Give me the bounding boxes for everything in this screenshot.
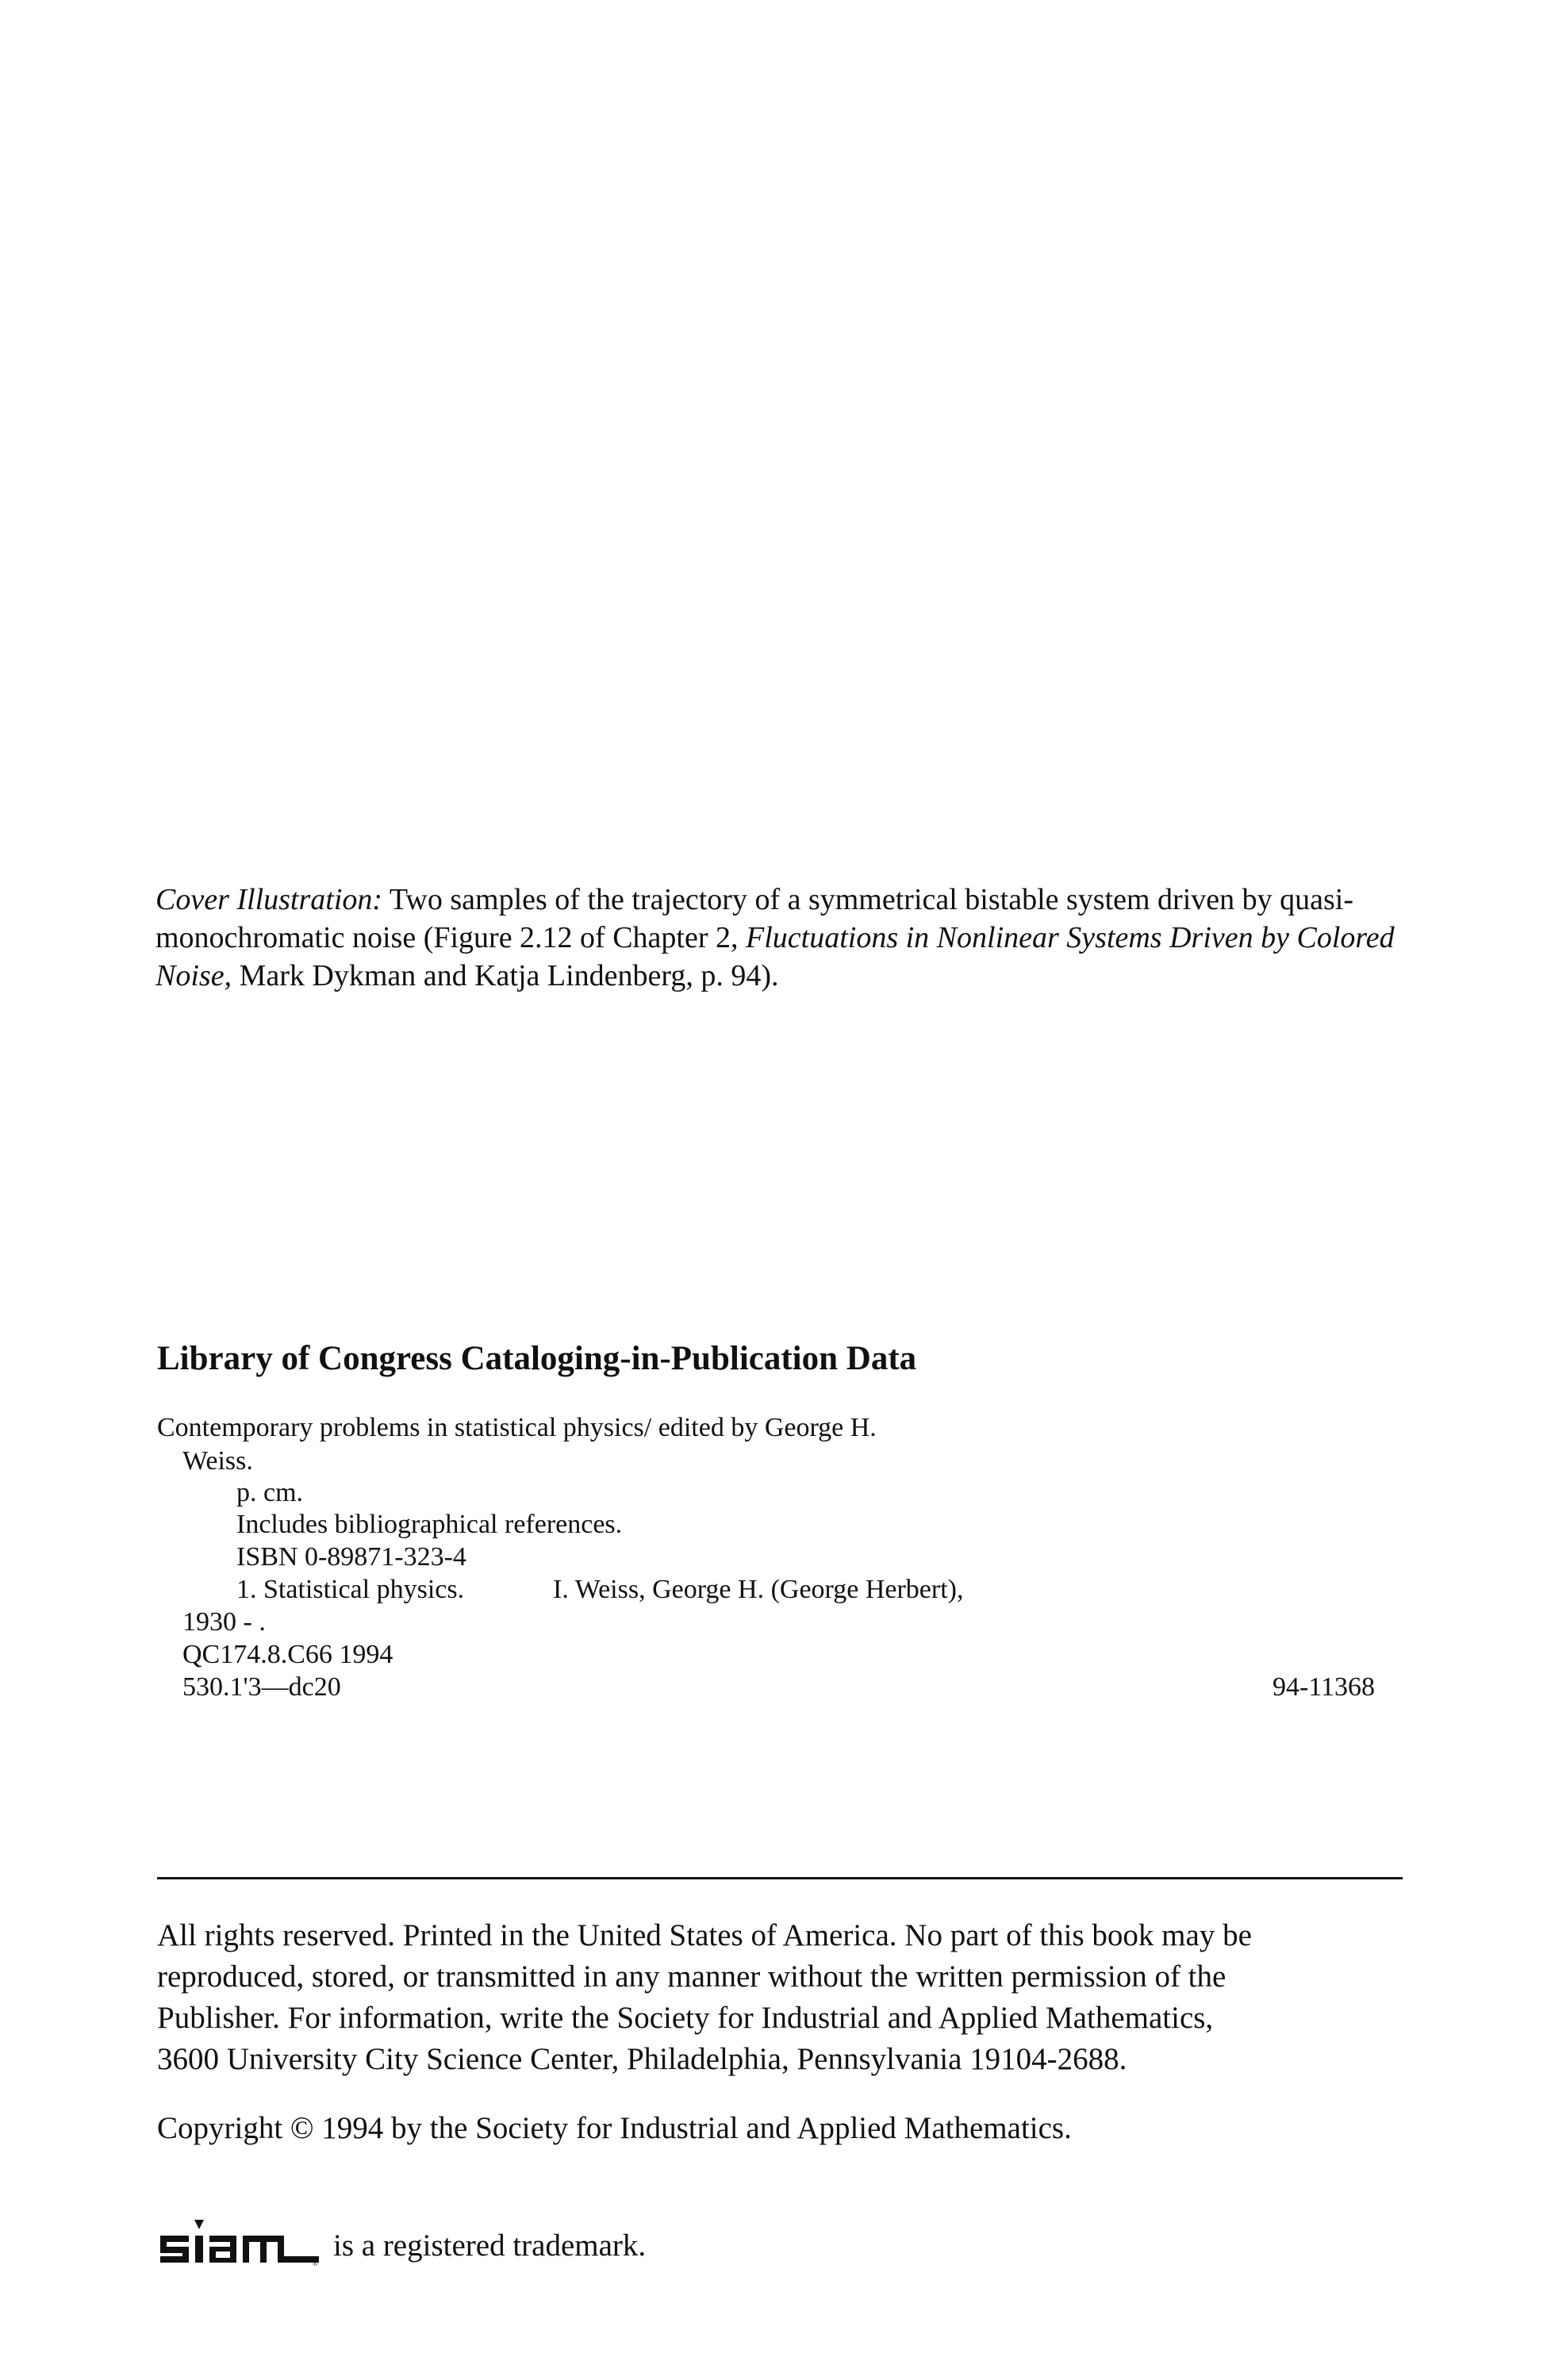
rights-notice — [157, 1915, 1426, 2080]
cip-title-line-1: Contemporary problems in statistical physics/ edited by George H. — [157, 1413, 877, 1442]
cip-dates: 1930 - . — [182, 1607, 266, 1637]
rights-line-1: All rights reserved. Printed in the United States of America. No part of this book may be — [157, 1918, 1252, 1952]
rights-line-2: reproduced, stored, or transmitted in any manner without the written permission of the — [157, 1960, 1226, 1994]
cover-line-2-text: monochromatic noise (Figure 2.12 of Chapter 2, — [155, 921, 747, 954]
cip-includes: Includes bibliographical references. — [236, 1510, 623, 1539]
cip-heading: Library of Congress Cataloging-in-Publication Data — [157, 1340, 917, 1377]
cover-line-1 — [155, 881, 1401, 919]
cip-subject: 1. Statistical physics. — [236, 1575, 465, 1604]
cover-line-1-text: Two samples of the trajectory of a symmetrical bistable system driven by quasi- — [382, 883, 1353, 916]
copyright-notice: Copyright © 1994 by the Society for Industrial and Applied Mathematics. — [157, 2111, 1072, 2145]
cip-added-entry: I. Weiss, George H. (George Herbert), — [553, 1575, 964, 1604]
cip-dewey: 530.1'3—dc20 — [182, 1672, 341, 1702]
cip-lc-class: QC174.8.C66 1994 — [182, 1640, 393, 1669]
siam-logo-icon — [157, 2213, 324, 2269]
cover-illustration-note — [155, 881, 1401, 995]
rights-line-4: 3600 University City Science Center, Philadelphia, Pennsylvania 19104-2688. — [157, 2042, 1127, 2076]
svg-text:®: ® — [313, 2259, 318, 2267]
cip-pcm: p. cm. — [236, 1478, 304, 1507]
cip-isbn: ISBN 0-89871-323-4 — [236, 1542, 466, 1572]
cover-line-2-italic: Fluctuations in Nonlinear Systems Driven by Colored — [746, 921, 1395, 954]
divider-rule — [157, 1877, 1403, 1879]
cover-label: Cover Illustration: — [155, 883, 383, 916]
trademark-statement: is a registered trademark. — [333, 2228, 647, 2263]
cip-lccn: 94-11368 — [1273, 1672, 1376, 1702]
cover-line-3-text: Mark Dykman and Katja Lindenberg, p. 94). — [232, 959, 779, 992]
rights-line-3: Publisher. For information, write the Society for Industrial and Applied Mathematics, — [157, 2001, 1214, 2035]
cover-line-3-italic: Noise, — [155, 959, 232, 992]
cover-line-2 — [155, 919, 1401, 957]
cover-line-3 — [155, 957, 1401, 995]
cip-title-line-2: Weiss. — [182, 1446, 253, 1476]
